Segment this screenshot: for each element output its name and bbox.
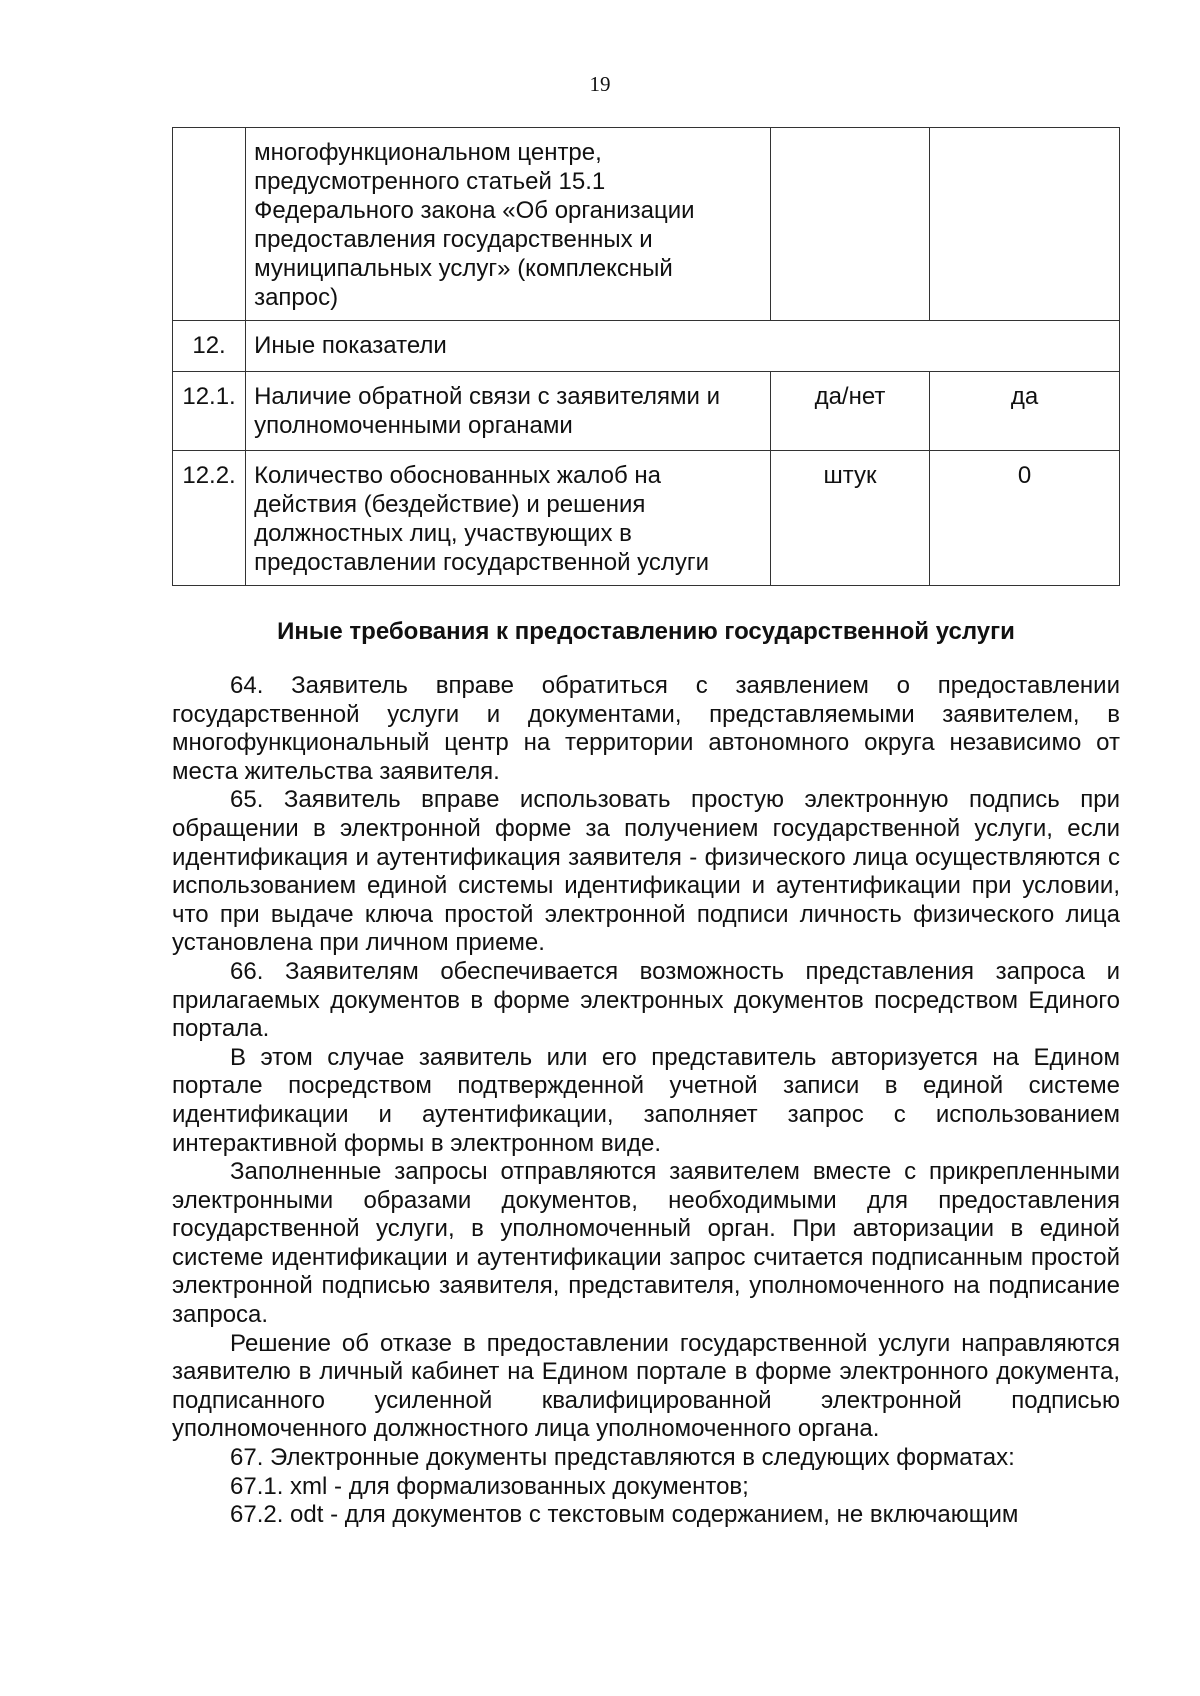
row-value-cell	[930, 128, 1120, 321]
section-title: Иные требования к предоставлению государственной услуги	[277, 618, 1015, 645]
table-row-12-2	[173, 451, 1120, 586]
paragraph-67-2: 67.2. odt - для документов с текстовым содержанием, не включающим	[230, 1501, 1019, 1529]
row-value-cell: 0	[930, 451, 1120, 586]
paragraph-66-authorization: В этом случае заявитель или его представитель авторизуется на Едином портале посредством подтвержденной учетной записи в единой системе идентификации и аутентификации, заполняет запрос с использованием интерактивной формы в электронном виде.	[172, 1043, 1120, 1157]
paragraph-66-submission: Заполненные запросы отправляются заявителем вместе с прикрепленными электронными образами документов, необходимыми для предоставления государственной услуги, в уполномоченный орган. При авторизации в единой системе идентификации и аутентификации запрос считается подписанным простой электронной подписью заявителя, представителя, уполномоченного на подписание запроса.	[172, 1158, 1120, 1329]
paragraph-67: 67. Электронные документы представляются в следующих форматах:	[230, 1444, 1015, 1472]
paragraph-66-refusal: Решение об отказе в предоставлении государственной услуги направляются заявителю в личный кабинет на Едином портале в форме электронного документа, подписанного усиленной квалифицированной электронной подписью уполномоченного должностного лица уполномоченного органа.	[172, 1329, 1120, 1443]
row-name-cell: многофункциональном центре, предусмотренного статьей 15.1 Федерального закона «Об организации предоставления государственных и муниципальных услуг» (комплексный запрос)	[246, 128, 771, 321]
row-number-cell: 12.	[173, 321, 246, 372]
paragraph-64: 64. Заявитель вправе обратиться с заявлением о предоставлении государственной услуги и документами, представляемыми заявителем, в многофункциональный центр на территории автономного округа независимо от места жительства заявителя.	[172, 672, 1120, 785]
row-value-cell: да	[930, 372, 1120, 451]
row-number-cell: 12.2.	[173, 451, 246, 586]
paragraph-67-1: 67.1. xml - для формализованных документов;	[230, 1472, 749, 1500]
row-unit-cell: штук	[770, 451, 929, 586]
page-number: 19	[589, 72, 611, 96]
table-row-12-1	[173, 372, 1120, 451]
row-name-cell: Количество обоснованных жалоб на действия (бездействие) и решения должностных лиц, участвующих в предоставлении государственной услуги	[246, 451, 771, 586]
row-name-cell: Наличие обратной связи с заявителями и уполномоченными органами	[246, 372, 771, 451]
row-unit-cell: да/нет	[770, 372, 929, 451]
paragraph-65: 65. Заявитель вправе использовать простую электронную подпись при обращении в электронной форме за получением государственной услуги, если идентификация и аутентификация заявителя - физического лица осуществляются с использованием единой системы идентификации и аутентификации при условии, что при выдаче ключа простой электронной подписи личность физического лица установлена при личном приеме.	[172, 786, 1120, 957]
row-name-cell: Иные показатели	[246, 321, 1120, 372]
paragraph-66: 66. Заявителям обеспечивается возможность представления запроса и прилагаемых документов в форме электронных документов посредством Единого портала.	[172, 957, 1120, 1043]
table-row-continuation	[173, 128, 1120, 321]
indicators-table	[172, 127, 1120, 586]
row-number-cell: 12.1.	[173, 372, 246, 451]
table-row-group-12	[173, 321, 1120, 372]
row-number-cell	[173, 128, 246, 321]
row-unit-cell	[770, 128, 929, 321]
section-body	[172, 672, 1120, 1530]
